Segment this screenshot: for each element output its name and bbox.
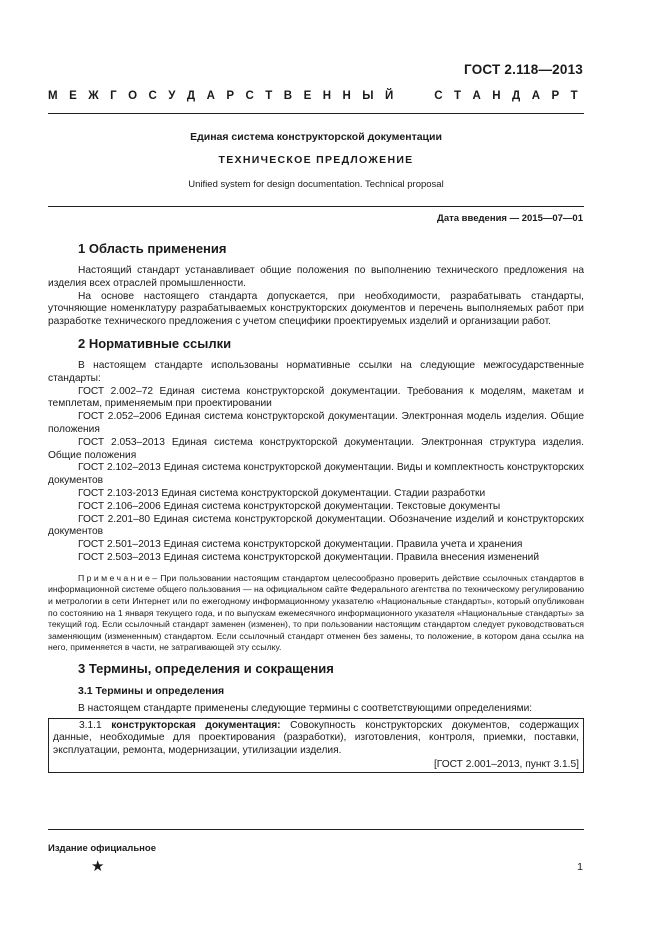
term-definition <box>53 720 579 758</box>
paragraph: Настоящий стандарт устанавливает общие положения по выполнению технического предложения на изделия всех отраслей промышленности. <box>48 265 584 289</box>
reference-item: ГОСТ 2.501–2013 Единая система конструкторской документации. Правила учета и хранения <box>78 539 523 551</box>
term-name: конструкторская документация: <box>111 719 281 731</box>
footer-rule <box>48 829 584 830</box>
note-text: – При пользовании настоящим стандартом целесообразно проверить действие ссылочных стандартов в информационной системе общего пользования — на официальном сайте Федерального агентства по техническому регулированию и метрологии в сети Интернет или по ежегодному информационному указателю «Национальные стандарты», который опубликован по состоянию на 1 января текущего года, и по выпускам ежемесячного информационного указателя «Национальные стандарты» за текущий год. Если ссылочный стандарт заменен (изменен), то при пользовании настоящим стандартом следует руководствоваться заменяющим (измененным) стандартом. Если ссылочный стандарт отменен без замены, то положение, в котором дана ссылка на него, применяется в части, не затрагивающей эту ссылку. <box>48 572 584 653</box>
banner-letter: Г <box>110 90 117 102</box>
section-heading: 1 Область применения <box>78 241 227 256</box>
header-rule-top <box>48 113 584 114</box>
reference-item: ГОСТ 2.002–72 Единая система конструкторской документации. Требования к моделям, макетам и темплетам, применяемым при проектировании <box>48 385 584 410</box>
document-title: ТЕХНИЧЕСКОЕ ПРЕДЛОЖЕНИЕ <box>218 154 414 166</box>
section-terms <box>48 661 584 773</box>
banner-letter: Н <box>492 90 501 102</box>
official-edition-label: Издание официальное <box>48 843 156 854</box>
banner-letter: Н <box>322 90 332 102</box>
banner-letter: А <box>531 90 541 102</box>
term-definition-box <box>48 718 584 773</box>
banner-letter: Е <box>69 90 77 102</box>
term-number: 3.1.1 <box>79 719 102 731</box>
banner-letter: М <box>48 90 58 102</box>
banner-letter: О <box>128 90 138 102</box>
banner-letter: Ж <box>88 90 99 102</box>
banner-letter: Р <box>226 90 235 102</box>
banner-letter: Й <box>385 90 394 102</box>
interstate-standard-banner <box>48 90 578 102</box>
banner-letter: В <box>283 90 293 102</box>
banner-letter: Т <box>265 90 273 102</box>
note-label: Примечание <box>78 572 153 583</box>
term-text: Совокупность конструкторских документов, содержащих данные, необходимые для проектирования (разработки), изготовления, контроля, приемки, поставки, эксплуатации, ремонта, модернизации, утилизации изделия. <box>53 719 579 757</box>
paragraph: На основе настоящего стандарта допускается, при необходимости, разрабатывать стандарты, уточняющие номенклатуру разрабатываемых конструкторских документов и перечень выполняемых работ при разработке технического предложения с учетом специфики проектируемых изделий и организации работ. <box>48 290 584 328</box>
reference-item: ГОСТ 2.053–2013 Единая система конструкторской документации. Электронная структура изделия. Общие положения <box>48 436 584 461</box>
banner-letter: Д <box>512 90 521 102</box>
section-scope <box>48 241 584 329</box>
section-heading: 2 Нормативные ссылки <box>78 335 232 351</box>
banner-letter: Т <box>570 90 578 102</box>
banner-letter: Е <box>303 90 312 102</box>
header-rule-bottom <box>48 206 584 207</box>
banner-letter: Ы <box>362 90 374 102</box>
english-title: Unified system for design documentation. Technical proposal <box>188 179 444 190</box>
banner-letter: Р <box>551 90 560 102</box>
section-heading: 3 Термины, определения и сокращения <box>78 660 334 676</box>
reference-item: ГОСТ 2.201–80 Единая система конструкторской документации. Обозначение изделий и конструкторских документов <box>48 513 584 538</box>
introduction-date: Дата введения — 2015—07—01 <box>437 213 583 224</box>
reference-item: ГОСТ 2.102–2013 Единая система конструкторской документации. Виды и комплектность конструкторских документов <box>48 462 584 487</box>
document-body <box>48 241 584 780</box>
section-normative-references <box>48 336 584 654</box>
banner-letter: А <box>206 90 215 102</box>
banner-letter: Д <box>186 90 196 102</box>
subsection-heading: 3.1 Термины и определения <box>78 684 225 697</box>
star-icon: ★ <box>91 858 105 875</box>
references-note <box>48 573 584 654</box>
reference-item: ГОСТ 2.106–2006 Единая система конструкторской документации. Текстовые документы <box>78 500 501 512</box>
banner-letter: С <box>148 90 157 102</box>
banner-letter: Т <box>453 90 462 102</box>
banner-gap <box>405 90 423 102</box>
banner-letter: А <box>472 90 481 102</box>
reference-item: ГОСТ 2.503–2013 Единая система конструкторской документации. Правила внесения изменений <box>78 551 540 563</box>
paragraph: В настоящем стандарте использованы нормативные ссылки на следующие межгосударственные стандарты: <box>48 359 584 384</box>
paragraph: В настоящем стандарте применены следующие термины с соответствующими определениями: <box>78 702 533 714</box>
banner-letter: С <box>434 90 443 102</box>
banner-letter: Н <box>342 90 351 102</box>
standard-number: ГОСТ 2.118—2013 <box>464 62 583 77</box>
banner-letter: У <box>168 90 176 102</box>
term-source: [ГОСТ 2.001–2013, пункт 3.1.5] <box>433 759 579 771</box>
banner-letter: С <box>245 90 254 102</box>
reference-item: ГОСТ 2.103-2013 Единая система конструкторской документации. Стадии разработки <box>78 487 486 499</box>
system-name: Единая система конструкторской документации <box>190 131 442 143</box>
reference-item: ГОСТ 2.052–2006 Единая система конструкторской документации. Электронная модель изделия. Общие положения <box>48 411 584 435</box>
page-number: 1 <box>577 861 583 873</box>
